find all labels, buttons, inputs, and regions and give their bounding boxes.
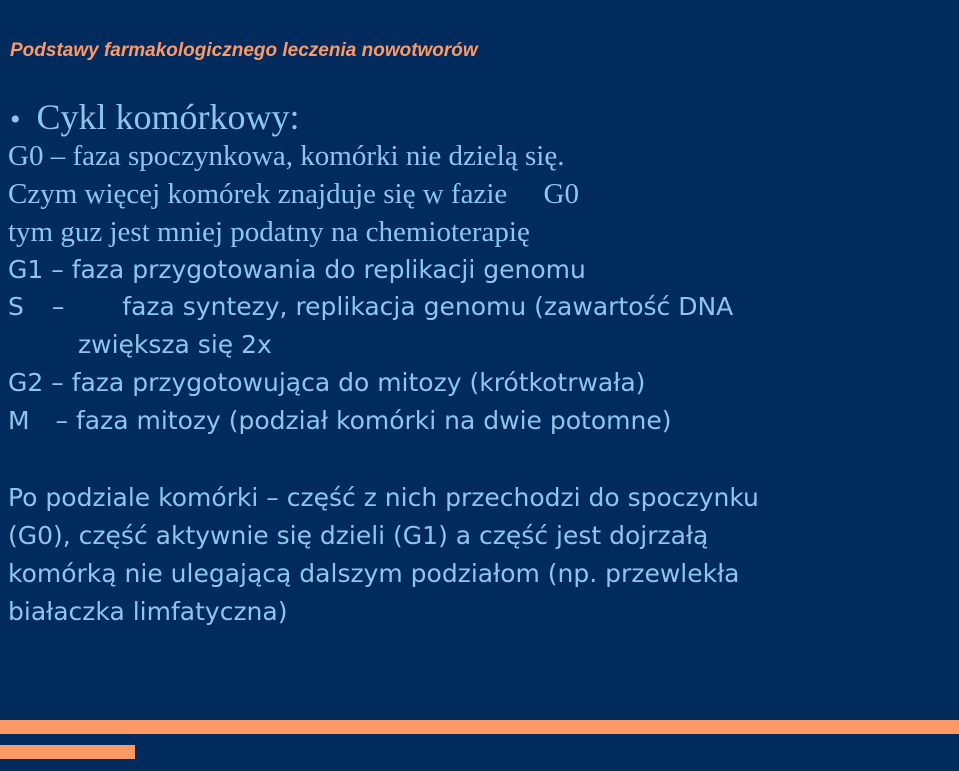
phase-desc: faza mitozy (podział komórki na dwie potomne): [75, 406, 672, 435]
chemo-line: tym guz jest mniej podatny na chemioterapię: [8, 216, 530, 248]
paragraph-line: komórką nie ulegającą dalszym podziałom (np. przewlekła: [8, 559, 740, 588]
phase-s: [8, 290, 733, 324]
phase-code: M: [8, 406, 30, 435]
dash: –: [51, 255, 64, 284]
paragraph-line: Po podziale komórki – część z nich przechodzi do spoczynku: [8, 483, 759, 512]
dash: –: [51, 292, 65, 321]
bullet-dot-icon: •: [10, 103, 21, 136]
phase-code: G2: [8, 368, 44, 397]
dash: –: [55, 406, 69, 435]
slide-title: Podstawy farmakologicznego leczenia nowotworów: [10, 40, 478, 61]
phase-m: [8, 404, 671, 438]
footer-stripe-top: [0, 720, 959, 734]
bullet-heading-text: Cykl komórkowy:: [36, 97, 300, 137]
phase-s-continuation: zwiększa się 2x: [78, 330, 272, 359]
paragraph-line: białaczka limfatyczna): [8, 597, 288, 626]
phase-g1: [8, 253, 586, 287]
phase-g2: [8, 366, 645, 400]
phase-code: G1: [8, 255, 44, 284]
dash: –: [51, 368, 64, 397]
footer-stripe-bottom: [0, 745, 135, 759]
phase-code: S: [8, 292, 24, 321]
paragraph-line: (G0), część aktywnie się dzieli (G1) a część jest dojrzałą: [8, 521, 709, 550]
bullet-heading: [10, 97, 300, 140]
phase-desc: faza syntezy, replikacja genomu (zawartość DNA: [122, 292, 734, 321]
g0-line: G0 – faza spoczynkowa, komórki nie dzielą się.: [8, 140, 565, 172]
g0-note-line: Czym więcej komórek znajduje się w fazie G0: [8, 178, 579, 210]
phase-desc: faza przygotowania do replikacji genomu: [71, 255, 586, 284]
phase-desc: faza przygotowująca do mitozy (krótkotrwała): [71, 368, 646, 397]
